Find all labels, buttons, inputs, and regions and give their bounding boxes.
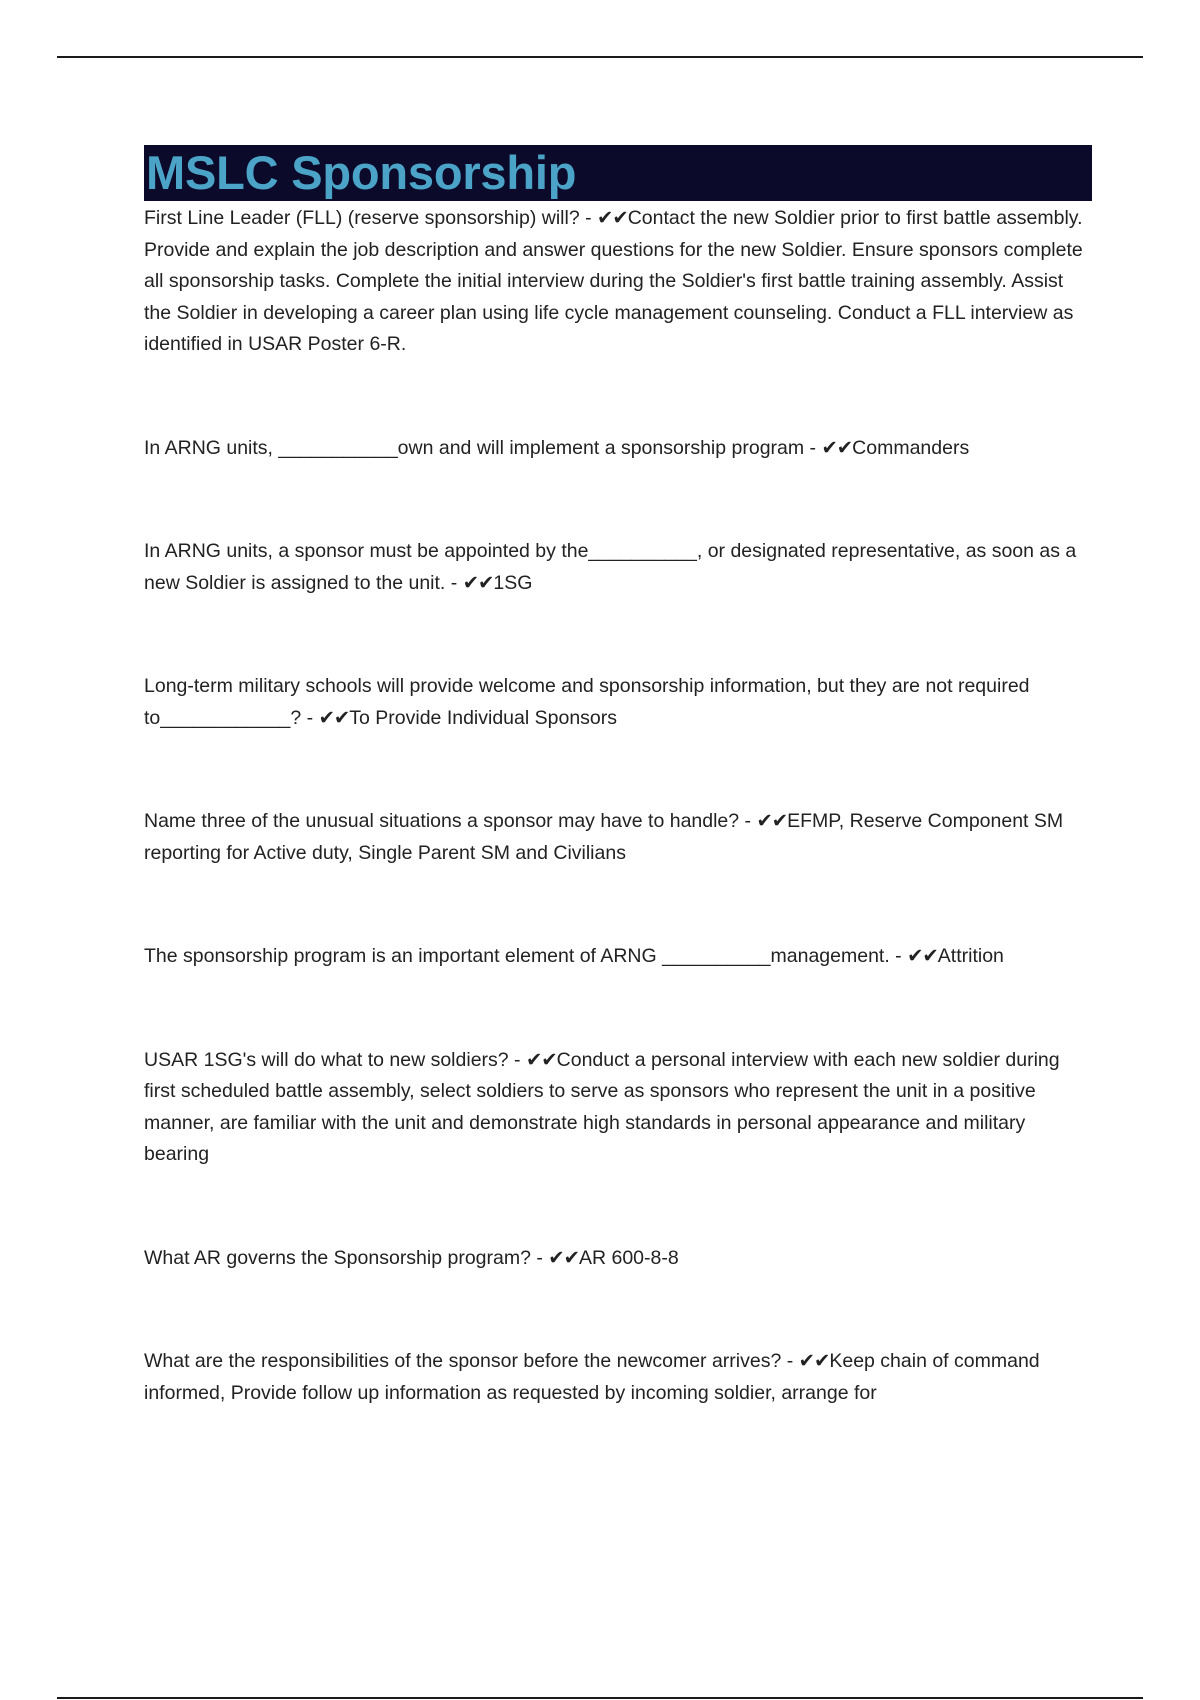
question-text: Long-term military schools will provide welcome and sponsorship information, but they are not required to____________? - <box>144 675 1030 729</box>
check-icon: ✔✔ <box>821 436 853 459</box>
question-text: The sponsorship program is an important element of ARNG __________management. - <box>144 945 908 967</box>
answer-text: Commanders <box>852 436 970 459</box>
qa-item <box>144 536 1092 599</box>
qa-item <box>144 433 1092 465</box>
question-text: First Line Leader (FLL) (reserve sponsorship) will? - <box>144 207 597 229</box>
qa-item <box>144 1346 1092 1409</box>
document-title: MSLC Sponsorship <box>146 146 577 199</box>
check-icon: ✔✔ <box>798 1350 830 1372</box>
answer-text: 1SG <box>493 571 533 594</box>
question-text: In ARNG units, ___________own and will implement a sponsorship program - <box>144 436 822 459</box>
check-icon: ✔✔ <box>525 1048 557 1071</box>
check-icon: ✔✔ <box>318 706 350 729</box>
answer-text: Contact the new Soldier prior to first battle assembly. Provide and explain the job description and answer questions for the new Soldier. Ensure sponsors complete all sponsorship tasks. Complete the initial interview during the Soldier's first battle training assembly. Assist the Soldier in developing a career plan using life cycle management counseling. Conduct a FLL interview as identified in USAR Poster 6-R. <box>144 207 1083 355</box>
check-icon: ✔✔ <box>907 945 938 967</box>
question-text: USAR 1SG's will do what to new soldiers? - <box>144 1048 526 1071</box>
qa-item <box>144 941 1092 973</box>
check-icon: ✔✔ <box>462 571 494 594</box>
check-icon: ✔✔ <box>548 1246 579 1269</box>
answer-text: To Provide Individual Sponsors <box>349 706 618 729</box>
title-banner <box>144 145 1092 201</box>
qa-item <box>144 1045 1092 1171</box>
question-text: What are the responsibilities of the sponsor before the newcomer arrives? - <box>144 1350 799 1372</box>
answer-text: Attrition <box>937 945 1004 967</box>
document-body <box>144 145 1092 1409</box>
answer-text: AR 600-8-8 <box>578 1246 679 1269</box>
qa-item <box>144 806 1092 869</box>
top-rule <box>57 56 1143 58</box>
answer-text: Keep chain of command informed, Provide follow up information as requested by incoming soldier, arrange for <box>144 1350 1040 1404</box>
question-text: In ARNG units, a sponsor must be appointed by the__________, or designated representative, as soon as a new Soldier is assigned to the unit. - <box>144 540 1077 594</box>
check-icon: ✔✔ <box>756 810 788 832</box>
question-text: Name three of the unusual situations a sponsor may have to handle? - <box>144 810 757 832</box>
qa-item <box>144 1243 1092 1275</box>
qa-item <box>144 203 1092 361</box>
answer-text: Conduct a personal interview with each new soldier during first scheduled battle assembly, select soldiers to serve as sponsors who represent the unit in a positive manner, are familiar with the unit and demonstrate high standards in personal appearance and military bearing <box>144 1048 1060 1165</box>
bottom-rule <box>57 1697 1143 1699</box>
check-icon: ✔✔ <box>597 207 628 229</box>
qa-item <box>144 671 1092 734</box>
answer-text: EFMP, Reserve Component SM reporting for Active duty, Single Parent SM and Civilians <box>144 810 1064 864</box>
question-text: What AR governs the Sponsorship program? - <box>144 1246 549 1269</box>
